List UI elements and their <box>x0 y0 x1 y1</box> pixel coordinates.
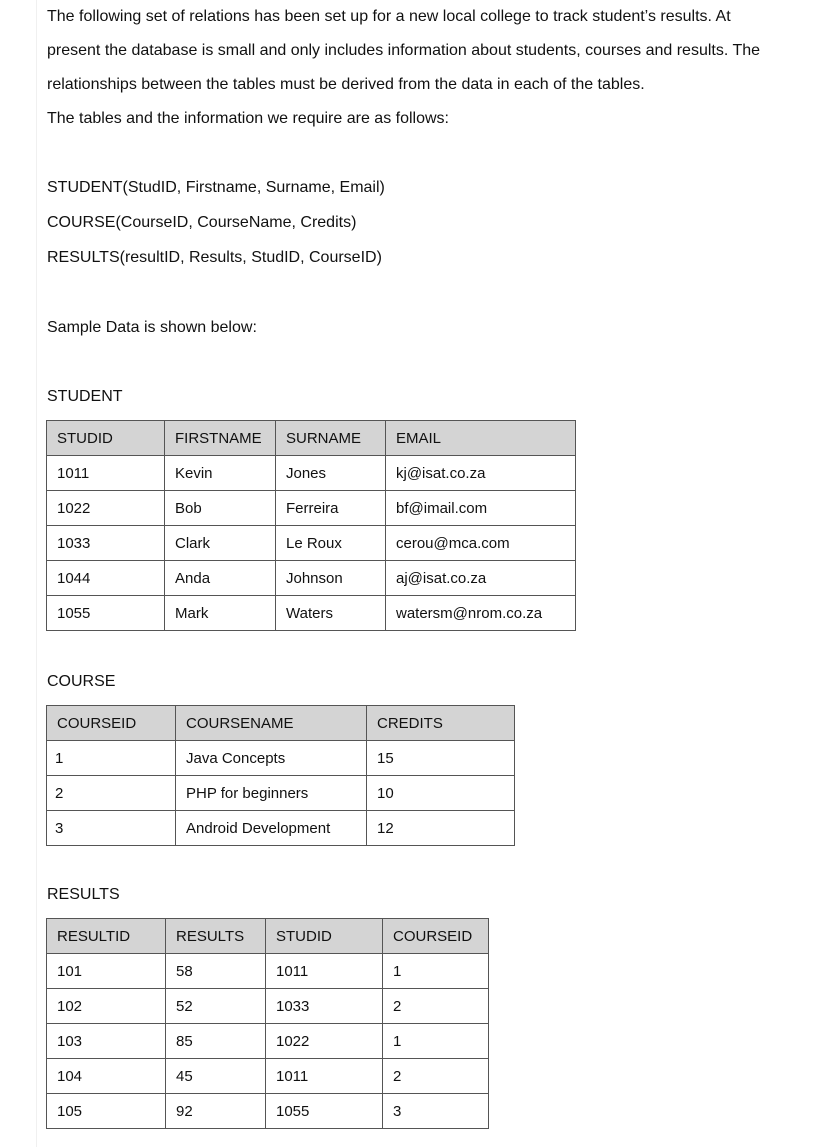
table-row <box>47 456 576 491</box>
intro-paragraph <box>47 0 831 136</box>
intro-line-3: relationships between the tables must be derived from the data in each of the tables. <box>47 76 645 93</box>
table-row <box>47 1094 489 1129</box>
student-table <box>46 420 576 631</box>
table-cell: 92 <box>166 1094 266 1129</box>
schema-course: COURSE(CourseID, CourseName, Credits) <box>47 214 357 231</box>
table-cell: 52 <box>166 989 266 1024</box>
table-cell: cerou@mca.com <box>386 526 576 561</box>
table-cell: Android Development <box>176 811 367 846</box>
column-header: RESULTID <box>47 919 166 954</box>
table-row <box>47 741 515 776</box>
column-header: RESULTS <box>166 919 266 954</box>
table-cell: 102 <box>47 989 166 1024</box>
course-table-title: COURSE <box>47 673 116 690</box>
table-cell: 2 <box>383 989 489 1024</box>
table-cell: Kevin <box>165 456 276 491</box>
table-cell: 85 <box>166 1024 266 1059</box>
table-cell: 1 <box>383 1024 489 1059</box>
intro-line-1: The following set of relations has been set up for a new local college to track student’s results. At <box>47 8 731 25</box>
table-header-row <box>47 421 576 456</box>
table-cell: aj@isat.co.za <box>386 561 576 596</box>
table-cell: Le Roux <box>276 526 386 561</box>
table-cell: Jones <box>276 456 386 491</box>
table-cell: Waters <box>276 596 386 631</box>
table-cell: 103 <box>47 1024 166 1059</box>
table-cell: 1033 <box>266 989 383 1024</box>
table-cell: 1 <box>47 741 176 776</box>
document-page <box>36 0 831 1147</box>
table-header-row <box>47 706 515 741</box>
table-cell: Clark <box>165 526 276 561</box>
table-cell: Anda <box>165 561 276 596</box>
table-cell: bf@imail.com <box>386 491 576 526</box>
column-header: COURSEID <box>383 919 489 954</box>
schema-student: STUDENT(StudID, Firstname, Surname, Email) <box>47 179 385 196</box>
table-cell: 2 <box>47 776 176 811</box>
table-row <box>47 1024 489 1059</box>
table-cell: 104 <box>47 1059 166 1094</box>
column-header: EMAIL <box>386 421 576 456</box>
table-cell: Johnson <box>276 561 386 596</box>
table-cell: 10 <box>367 776 515 811</box>
table-cell: 1022 <box>266 1024 383 1059</box>
schema-results: RESULTS(resultID, Results, StudID, CourseID) <box>47 249 382 266</box>
column-header: SURNAME <box>276 421 386 456</box>
table-cell: 101 <box>47 954 166 989</box>
table-cell: Java Concepts <box>176 741 367 776</box>
table-cell: Mark <box>165 596 276 631</box>
column-header: COURSEID <box>47 706 176 741</box>
table-cell: 1055 <box>266 1094 383 1129</box>
table-cell: Ferreira <box>276 491 386 526</box>
table-cell: 1011 <box>266 954 383 989</box>
table-cell: 1022 <box>47 491 165 526</box>
table-cell: 3 <box>383 1094 489 1129</box>
table-cell: 12 <box>367 811 515 846</box>
column-header: COURSENAME <box>176 706 367 741</box>
intro-line-2: present the database is small and only includes information about students, courses and results. The <box>47 42 761 59</box>
column-header: FIRSTNAME <box>165 421 276 456</box>
table-cell: 1033 <box>47 526 165 561</box>
table-cell: 1011 <box>47 456 165 491</box>
results-table <box>46 918 489 1129</box>
table-cell: 45 <box>166 1059 266 1094</box>
table-header-row <box>47 919 489 954</box>
course-table <box>46 705 515 846</box>
table-cell: 3 <box>47 811 176 846</box>
table-cell: PHP for beginners <box>176 776 367 811</box>
table-cell: 2 <box>383 1059 489 1094</box>
table-row <box>47 526 576 561</box>
table-cell: 15 <box>367 741 515 776</box>
column-header: CREDITS <box>367 706 515 741</box>
table-cell: kj@isat.co.za <box>386 456 576 491</box>
table-cell: Bob <box>165 491 276 526</box>
table-cell: 58 <box>166 954 266 989</box>
table-row <box>47 596 576 631</box>
table-row <box>47 491 576 526</box>
table-cell: 1011 <box>266 1059 383 1094</box>
sample-data-label: Sample Data is shown below: <box>47 319 257 336</box>
student-table-title: STUDENT <box>47 388 123 405</box>
table-cell: 105 <box>47 1094 166 1129</box>
table-row <box>47 1059 489 1094</box>
table-cell: watersm@nrom.co.za <box>386 596 576 631</box>
table-row <box>47 954 489 989</box>
intro-line-4: The tables and the information we require are as follows: <box>47 110 449 127</box>
column-header: STUDID <box>266 919 383 954</box>
results-table-title: RESULTS <box>47 886 120 903</box>
table-row <box>47 561 576 596</box>
table-row <box>47 811 515 846</box>
table-row <box>47 989 489 1024</box>
table-cell: 1044 <box>47 561 165 596</box>
table-row <box>47 776 515 811</box>
table-cell: 1055 <box>47 596 165 631</box>
column-header: STUDID <box>47 421 165 456</box>
table-cell: 1 <box>383 954 489 989</box>
